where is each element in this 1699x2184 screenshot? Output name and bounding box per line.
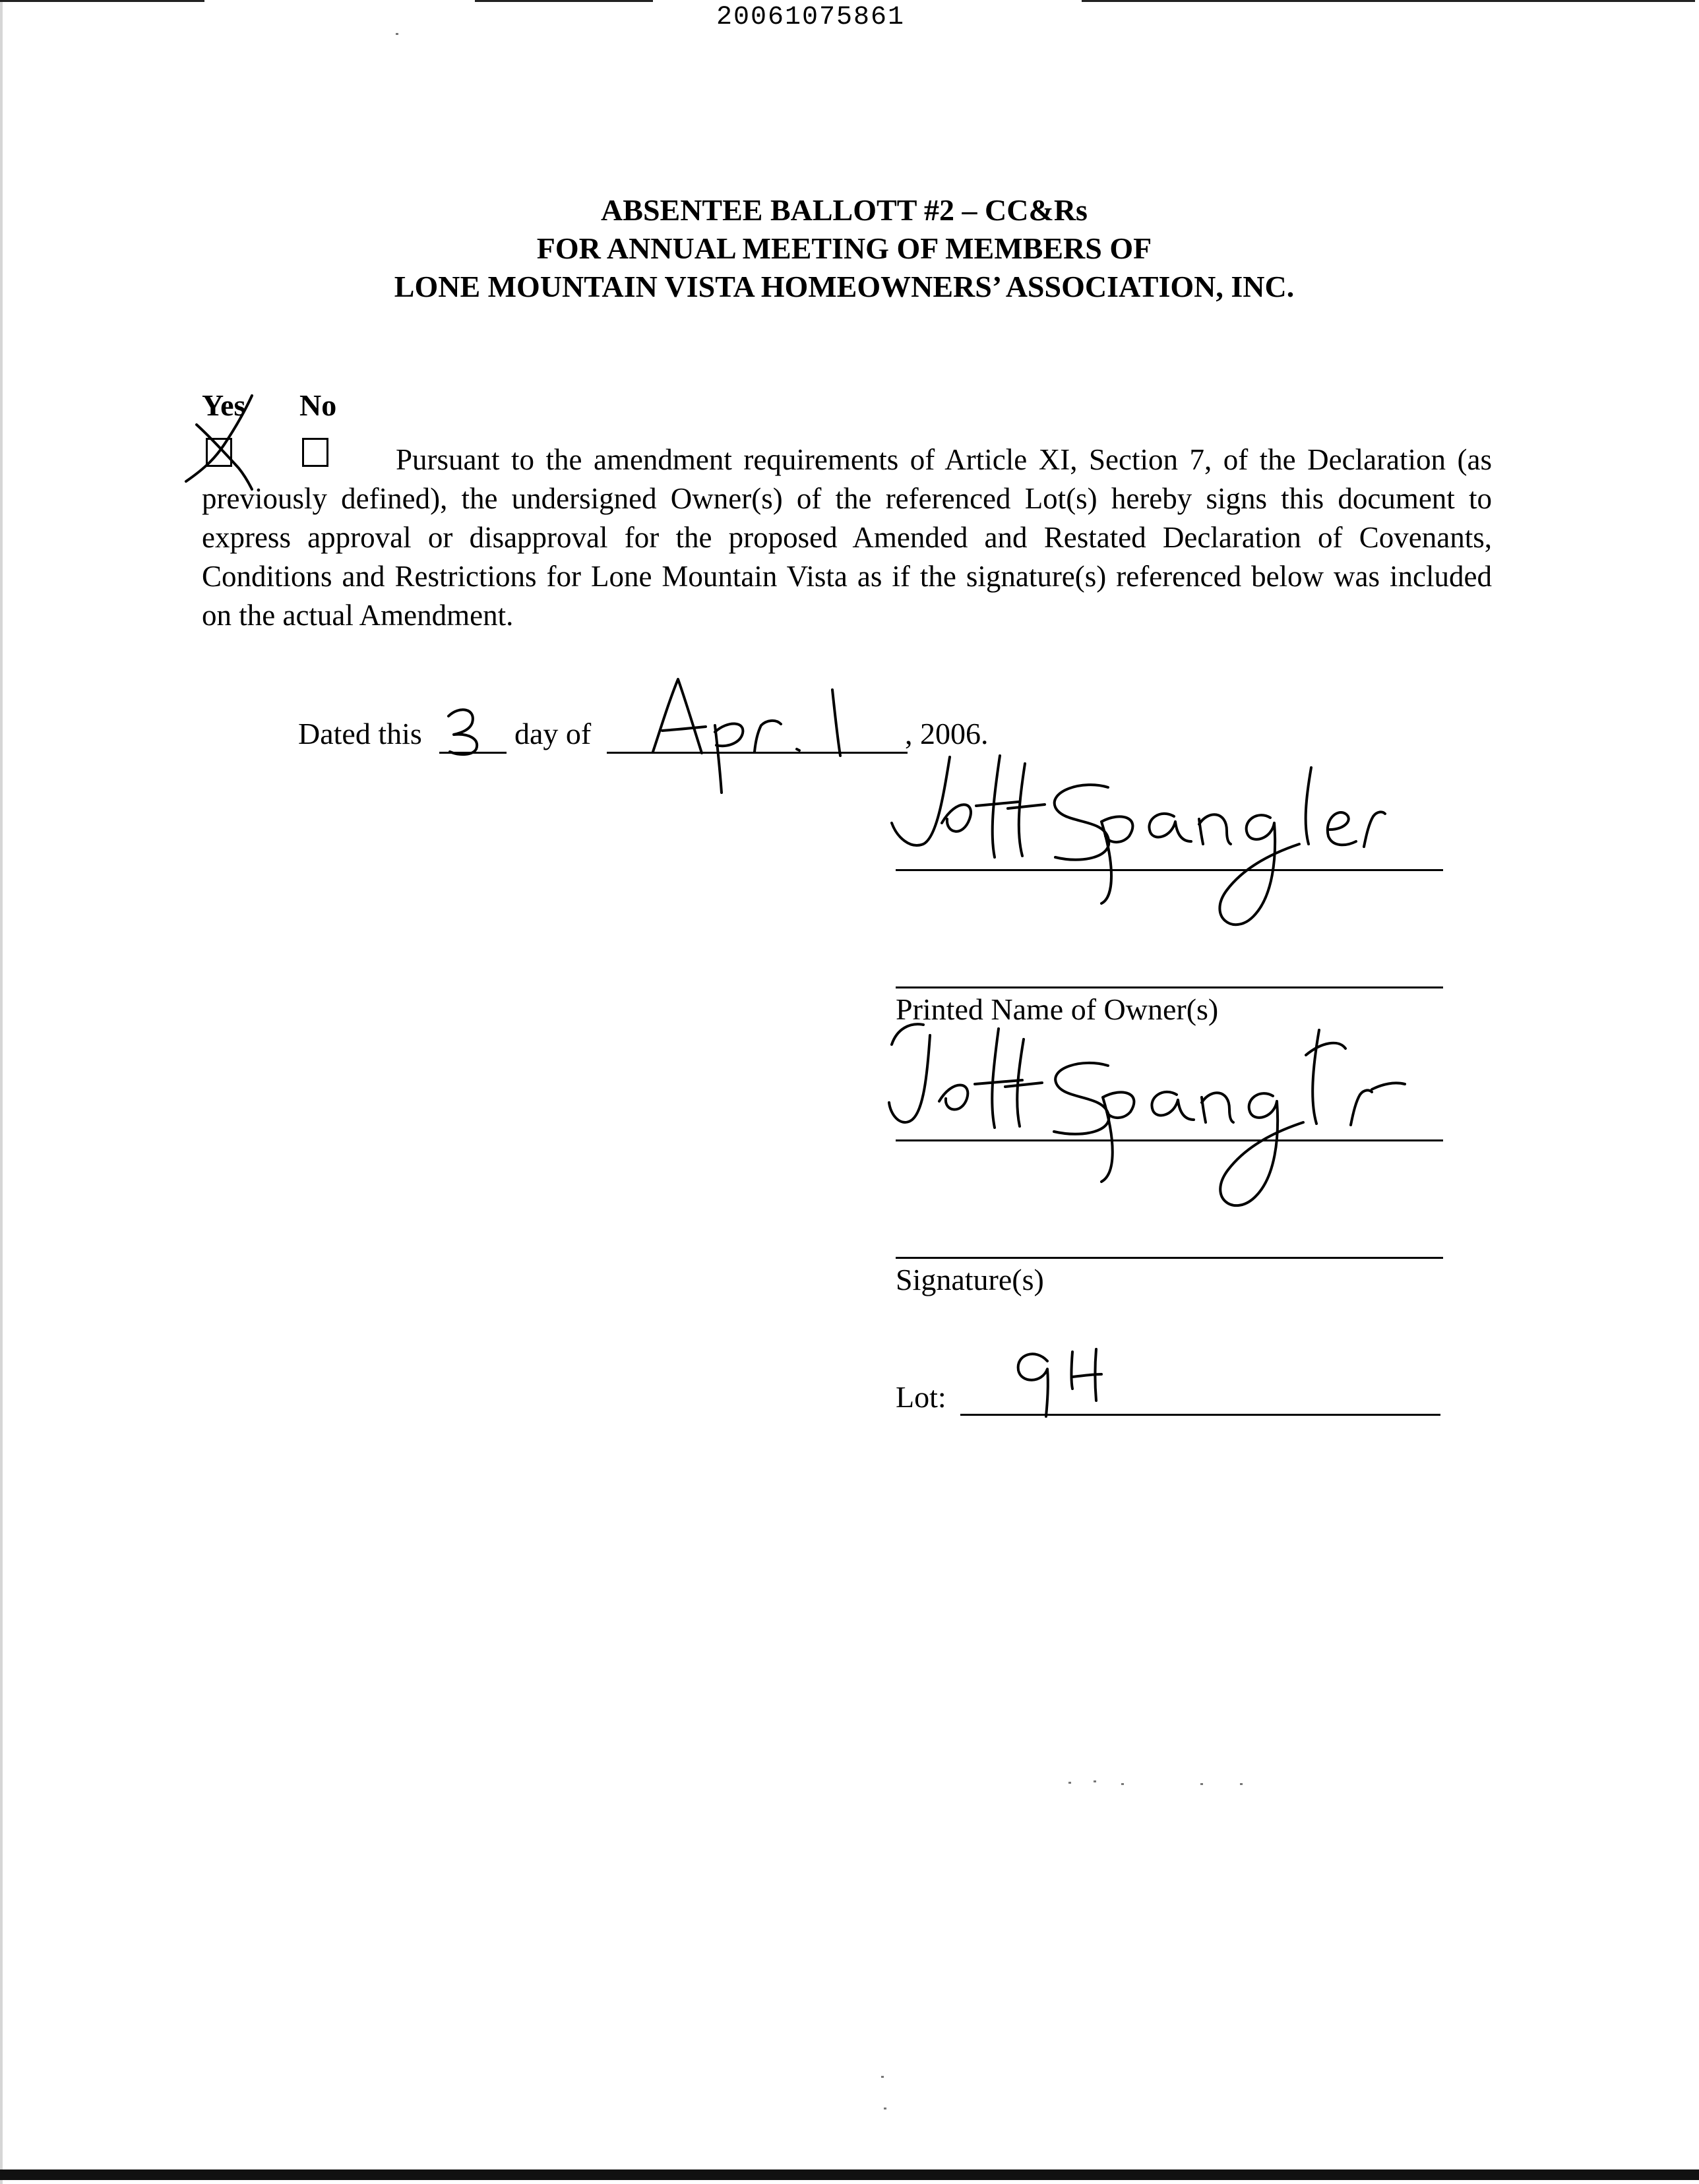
ballot-title [132,191,1557,306]
scan-speck [881,2076,884,2078]
signature-upper-line [896,1139,1443,1141]
scan-speck [1068,1782,1071,1784]
document-number: 20061075861 [716,3,906,32]
amendment-statement-text: Pursuant to the amendment requirements of Article XI, Section 7, of the Declaration (as previously defined), the undersigned Owner(s) of the referenced Lot(s) hereby signs this document to express approval or disapproval for the proposed Amended and Restated Declaration of Covenants, Conditions and Restrictions for Lone Mountain Vista as if the signature(s) referenced below was included on the actual Amendment. [202,443,1492,632]
printed-name-line [896,986,1443,988]
no-label: No [299,388,337,422]
scan-edge-top-right [1082,0,1695,2]
scan-edge-top-mid [475,0,653,2]
printed-name-label: Printed Name of Owner(s) [896,992,1219,1026]
signature-line [896,1257,1443,1259]
title-line-3: LONE MOUNTAIN VISTA HOMEOWNERS’ ASSOCIATION, INC. [394,270,1295,303]
scan-speck [884,2108,886,2109]
title-line-1: ABSENTEE BALLOTT #2 – CC&Rs [601,193,1088,227]
scan-speck [1094,1780,1096,1782]
scan-edge-bottom [0,2169,1699,2180]
dated-middle: day of [514,717,592,750]
signature-label: Signature(s) [896,1263,1044,1296]
amendment-statement [202,440,1492,635]
title-line-2: FOR ANNUAL MEETING OF MEMBERS OF [536,231,1152,265]
scan-speck [396,33,398,35]
handwritten-lot-number [1009,1345,1115,1418]
handwritten-month [646,675,884,794]
handwritten-day [439,703,499,762]
dated-prefix: Dated this [298,717,422,750]
handwritten-signature [884,1016,1411,1227]
scan-speck [1121,1783,1124,1785]
lot-label: Lot: [896,1380,946,1414]
scan-edge-top-left [0,0,204,2]
scan-edge-left [0,0,3,2184]
printed-name-upper-line [896,869,1443,871]
scan-speck [1200,1783,1203,1785]
scan-speck [1240,1783,1243,1785]
dated-suffix: , 2006. [905,717,989,750]
handwritten-printed-name [884,745,1385,943]
yes-label: Yes [202,388,246,422]
